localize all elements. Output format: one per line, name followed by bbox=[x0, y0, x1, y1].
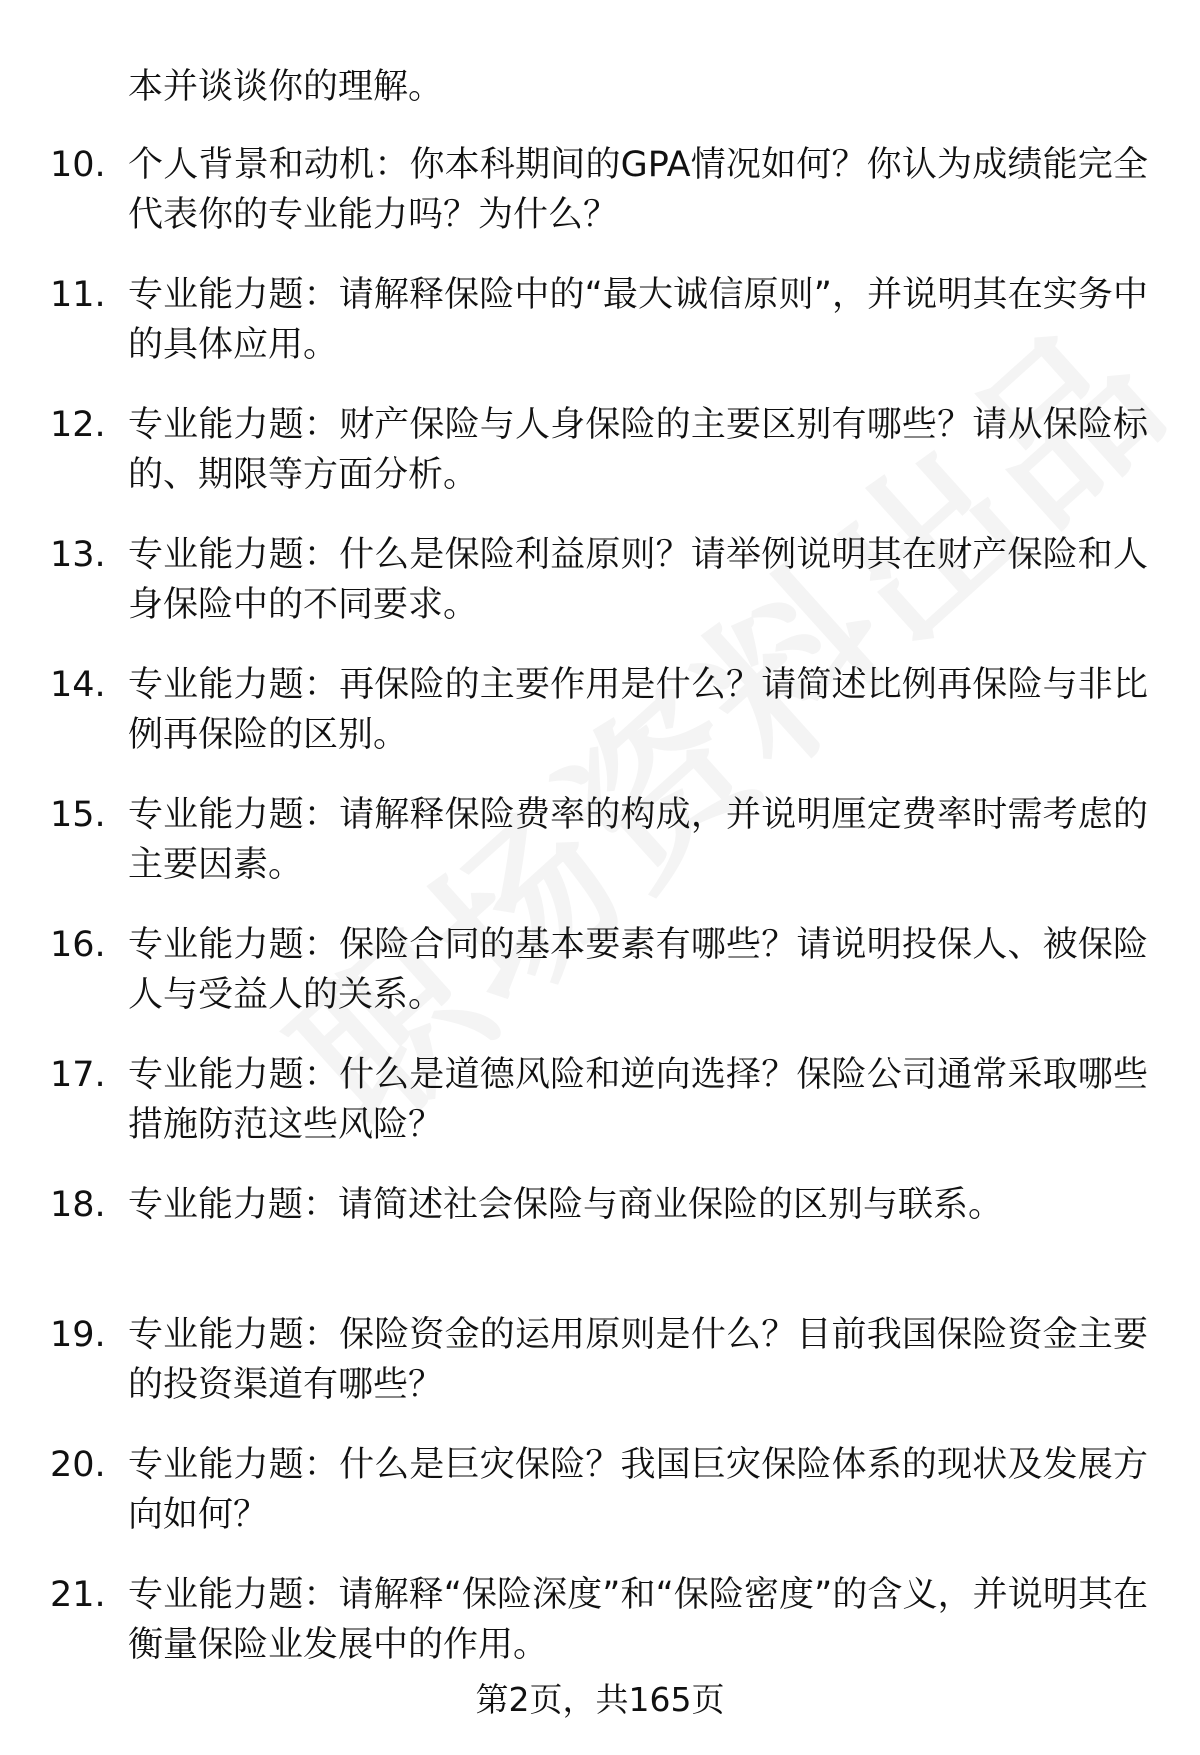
question-number: 10. bbox=[50, 145, 106, 185]
question-number: 15. bbox=[50, 795, 106, 835]
question-text: 专业能力题：保险资金的运用原则是什么？目前我国保险资金主要的投资渠道有哪些？ bbox=[128, 1315, 1148, 1405]
question-list bbox=[50, 140, 1150, 1700]
question-text: 专业能力题：请解释“保险深度”和“保险密度”的含义，并说明其在衡量保险业发展中的作用。 bbox=[128, 1575, 1148, 1665]
question-number: 14. bbox=[50, 665, 106, 705]
question-item bbox=[50, 660, 1150, 790]
question-text: 专业能力题：什么是保险利益原则？请举例说明其在财产保险和人身保险中的不同要求。 bbox=[128, 535, 1148, 625]
question-item bbox=[50, 1050, 1150, 1180]
question-number: 17. bbox=[50, 1055, 106, 1095]
question-number: 11. bbox=[50, 275, 106, 315]
question-text: 专业能力题：保险合同的基本要素有哪些？请说明投保人、被保险人与受益人的关系。 bbox=[128, 925, 1148, 1015]
question-number: 16. bbox=[50, 925, 106, 965]
question-item bbox=[50, 1310, 1150, 1440]
question-text: 个人背景和动机：你本科期间的GPA情况如何？你认为成绩能完全代表你的专业能力吗？为什么？ bbox=[128, 145, 1148, 235]
question-number: 20. bbox=[50, 1445, 106, 1485]
question-text: 专业能力题：请简述社会保险与商业保险的区别与联系。 bbox=[128, 1185, 1004, 1225]
question-item bbox=[50, 140, 1150, 270]
question-text: 专业能力题：请解释保险费率的构成，并说明厘定费率时需考虑的主要因素。 bbox=[128, 795, 1148, 885]
question-number: 18. bbox=[50, 1185, 106, 1225]
question-text: 专业能力题：请解释保险中的“最大诚信原则”，并说明其在实务中的具体应用。 bbox=[128, 275, 1148, 365]
question-item bbox=[50, 1440, 1150, 1570]
question-item bbox=[50, 790, 1150, 920]
question-text: 专业能力题：什么是道德风险和逆向选择？保险公司通常采取哪些措施防范这些风险？ bbox=[128, 1055, 1148, 1145]
question-text: 专业能力题：再保险的主要作用是什么？请简述比例再保险与非比例再保险的区别。 bbox=[128, 665, 1148, 755]
question-text: 专业能力题：什么是巨灾保险？我国巨灾保险体系的现状及发展方向如何？ bbox=[128, 1445, 1148, 1535]
question-number: 19. bbox=[50, 1315, 106, 1355]
page-footer: 第2页，共165页 bbox=[475, 1680, 725, 1719]
question-item bbox=[50, 920, 1150, 1050]
question-number: 21. bbox=[50, 1575, 106, 1615]
question-number: 13. bbox=[50, 535, 106, 575]
question-item bbox=[50, 270, 1150, 400]
question-text: 专业能力题：财产保险与人身保险的主要区别有哪些？请从保险标的、期限等方面分析。 bbox=[128, 405, 1148, 495]
question-item bbox=[50, 1180, 1150, 1310]
continuation-text: 本并谈谈你的理解。 bbox=[128, 67, 444, 107]
question-item bbox=[50, 400, 1150, 530]
question-item bbox=[50, 530, 1150, 660]
question-number: 12. bbox=[50, 405, 106, 445]
